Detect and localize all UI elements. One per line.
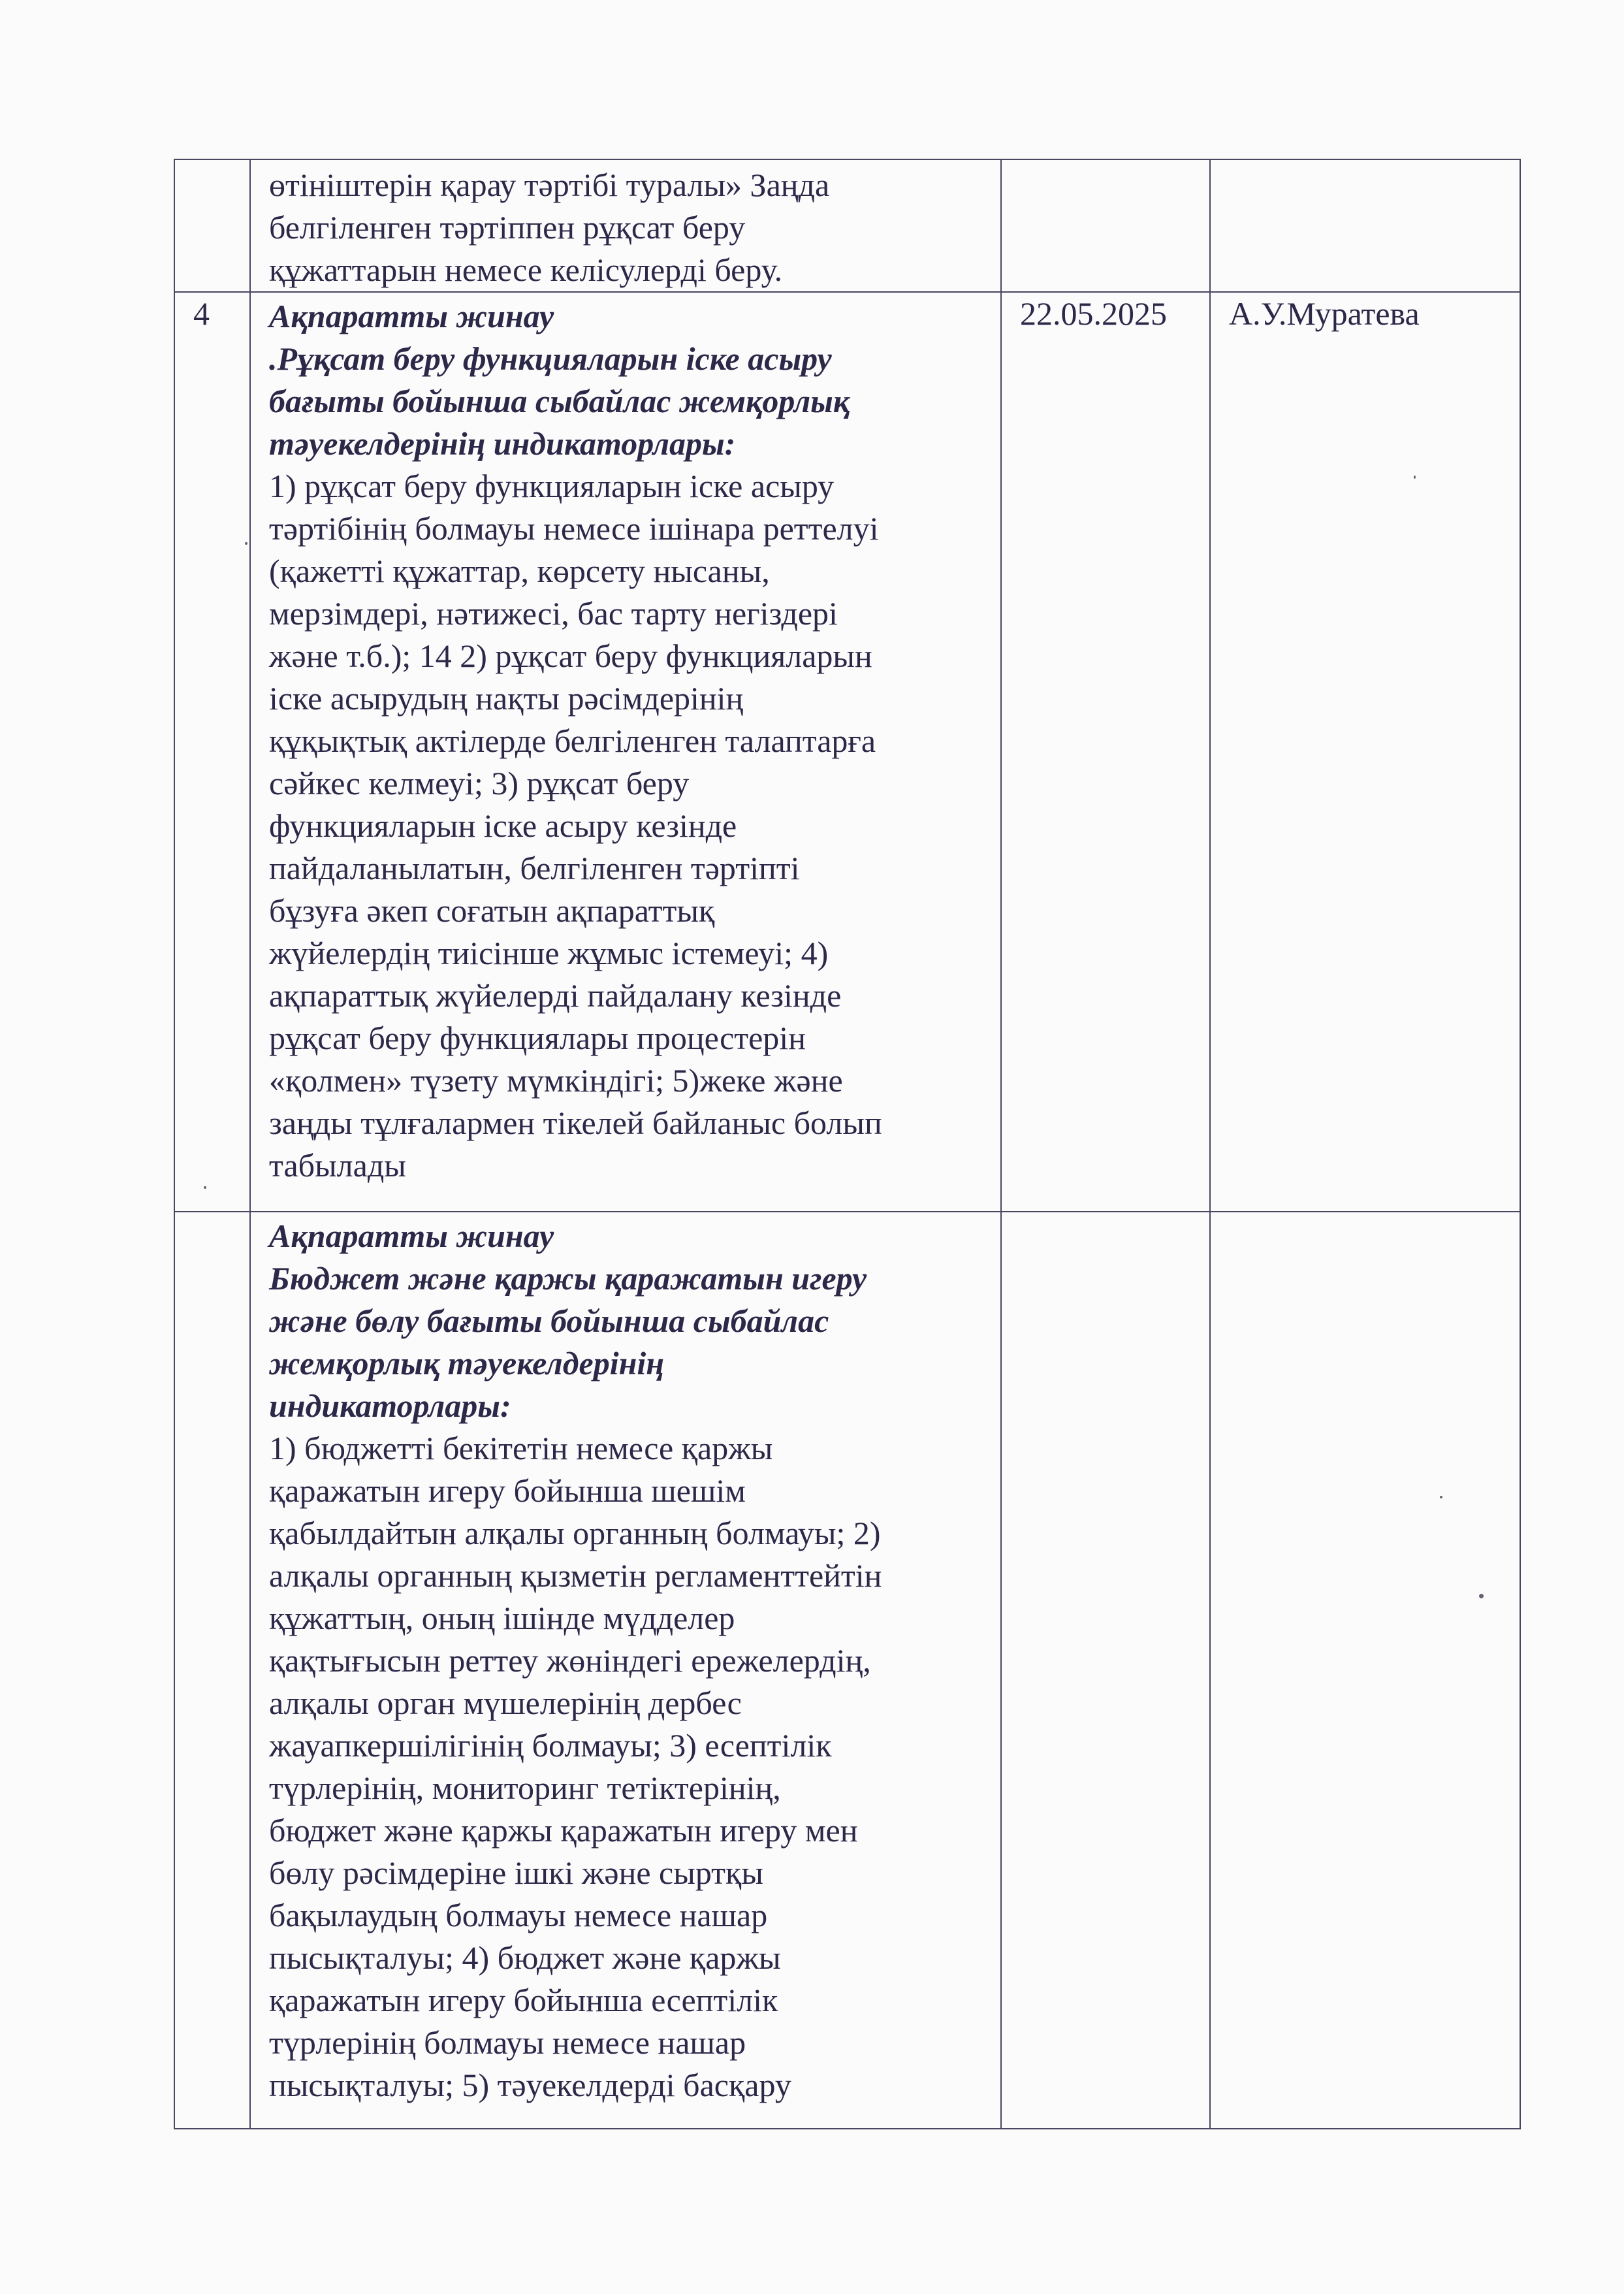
text-line: 1) рұқсат беру функцияларын іске асыру	[269, 468, 835, 504]
number-cell	[174, 159, 250, 292]
text-line: құқықтық актілерде белгіленген талаптарға	[269, 722, 876, 759]
text-line: пысықталуы; 5) тәуекелдерді басқару	[269, 2067, 791, 2103]
text-line: (қажетті құжаттар, көрсету нысаны,	[269, 553, 770, 589]
table-row	[174, 1212, 1520, 2129]
date-cell	[1001, 159, 1210, 292]
scan-speck	[245, 542, 247, 545]
text-line: сәйкес келмеуі; 3) рұқсат беру	[269, 765, 690, 801]
deadline-date: 22.05.2025	[1020, 295, 1167, 332]
text-line: қақтығысын реттеу жөніндегі ережелердің,	[269, 1642, 871, 1679]
date-cell	[1001, 1212, 1210, 2129]
text-line: алқалы орган мүшелерінің дербес	[269, 1685, 742, 1721]
text-line: табылады	[269, 1147, 406, 1184]
measure-cell	[250, 1212, 1001, 2129]
measure-cell	[250, 159, 1001, 292]
text-line: өтініштерін қарау тәртібі туралы» Заңда	[269, 167, 830, 203]
text-line: ақпараттық жүйелерді пайдалану кезінде	[269, 977, 842, 1014]
text-line: алқалы органның қызметін регламенттейтін	[269, 1557, 882, 1594]
text-line: және т.б.); 14 2) рұқсат беру функцияларын	[269, 638, 872, 674]
text-line: мерзімдері, нәтижесі, бас тарту негіздері	[269, 595, 838, 632]
text-line: бұзуға әкеп соғатын ақпараттық	[269, 892, 715, 929]
text-line: құжаттың, оның ішінде мүдделер	[269, 1600, 735, 1636]
text-line: іске асырудың нақты рәсімдерінің	[269, 680, 744, 717]
text-line: 1) бюджетті бекітетін немесе қаржы	[269, 1430, 773, 1466]
responsible-cell	[1210, 159, 1520, 292]
text-line: түрлерінің, мониторинг тетіктерінің,	[269, 1769, 781, 1806]
text-line: жүйелердің тиісінше жұмыс істемеуі; 4)	[269, 935, 829, 971]
row-number: 4	[174, 292, 250, 1212]
text-line: бақылаудың болмауы немесе нашар	[269, 1897, 768, 1933]
text-line: бөлу рәсімдеріне ішкі және сыртқы	[269, 1854, 763, 1891]
table-row	[174, 292, 1520, 1212]
scan-speck	[204, 1186, 206, 1189]
section-heading-line: және бөлу бағыты бойынша сыбайлас	[269, 1302, 829, 1339]
text-line: бюджет және қаржы қаражатын игеру мен	[269, 1812, 858, 1849]
responsible-cell	[1210, 1212, 1520, 2129]
text-line: функцияларын іске асыру кезінде	[269, 807, 737, 844]
measure-cell	[250, 292, 1001, 1212]
section-heading-line: .Рұқсат беру функцияларын іске асыру	[269, 340, 832, 377]
scan-speck	[1440, 1496, 1442, 1498]
number-cell	[174, 1212, 250, 2129]
scan-speck	[1414, 476, 1416, 479]
action-plan-table	[174, 159, 1521, 2129]
text-line: белгіленген тәртіппен рұқсат беру	[269, 209, 746, 246]
text-line: рұқсат беру функциялары процестерін	[269, 1020, 806, 1056]
table-row	[174, 159, 1520, 292]
section-heading-line: Ақпаратты жинау	[269, 1218, 554, 1254]
section-heading-line: жемқорлық тәуекелдерінің	[269, 1345, 665, 1381]
text-line: пайдаланылатын, белгіленген тәртіпті	[269, 850, 800, 886]
text-line: қабылдайтын алқалы органның болмауы; 2)	[269, 1515, 881, 1551]
text-line: түрлерінің болмауы немесе нашар	[269, 2024, 746, 2061]
section-heading-line: Ақпаратты жинау	[269, 298, 554, 334]
text-line: қаражатын игеру бойынша шешім	[269, 1472, 746, 1509]
text-line: құжаттарын немесе келісулерді беру.	[269, 251, 783, 288]
text-line: заңды тұлғалармен тікелей байланыс болып	[269, 1105, 882, 1141]
section-heading-line: тәуекелдерінің индикаторлары:	[269, 425, 736, 462]
responsible-person: А.У.Муратева	[1229, 295, 1420, 332]
text-line: тәртібінің болмауы немесе ішінара реттелуі	[269, 510, 879, 547]
section-heading-line: индикаторлары:	[269, 1387, 511, 1424]
scan-speck	[1479, 1594, 1484, 1598]
section-heading-line: бағыты бойынша сыбайлас жемқорлық	[269, 383, 850, 419]
text-line: «қолмен» түзету мүмкіндігі; 5)жеке және	[269, 1062, 843, 1099]
text-line: жауапкершілігінің болмауы; 3) есептілік	[269, 1727, 832, 1764]
section-heading-line: Бюджет және қаржы қаражатын игеру	[269, 1260, 867, 1297]
date-cell	[1001, 292, 1210, 1212]
responsible-cell	[1210, 292, 1520, 1212]
text-line: қаражатын игеру бойынша есептілік	[269, 1982, 778, 2018]
text-line: пысықталуы; 4) бюджет және қаржы	[269, 1939, 781, 1976]
